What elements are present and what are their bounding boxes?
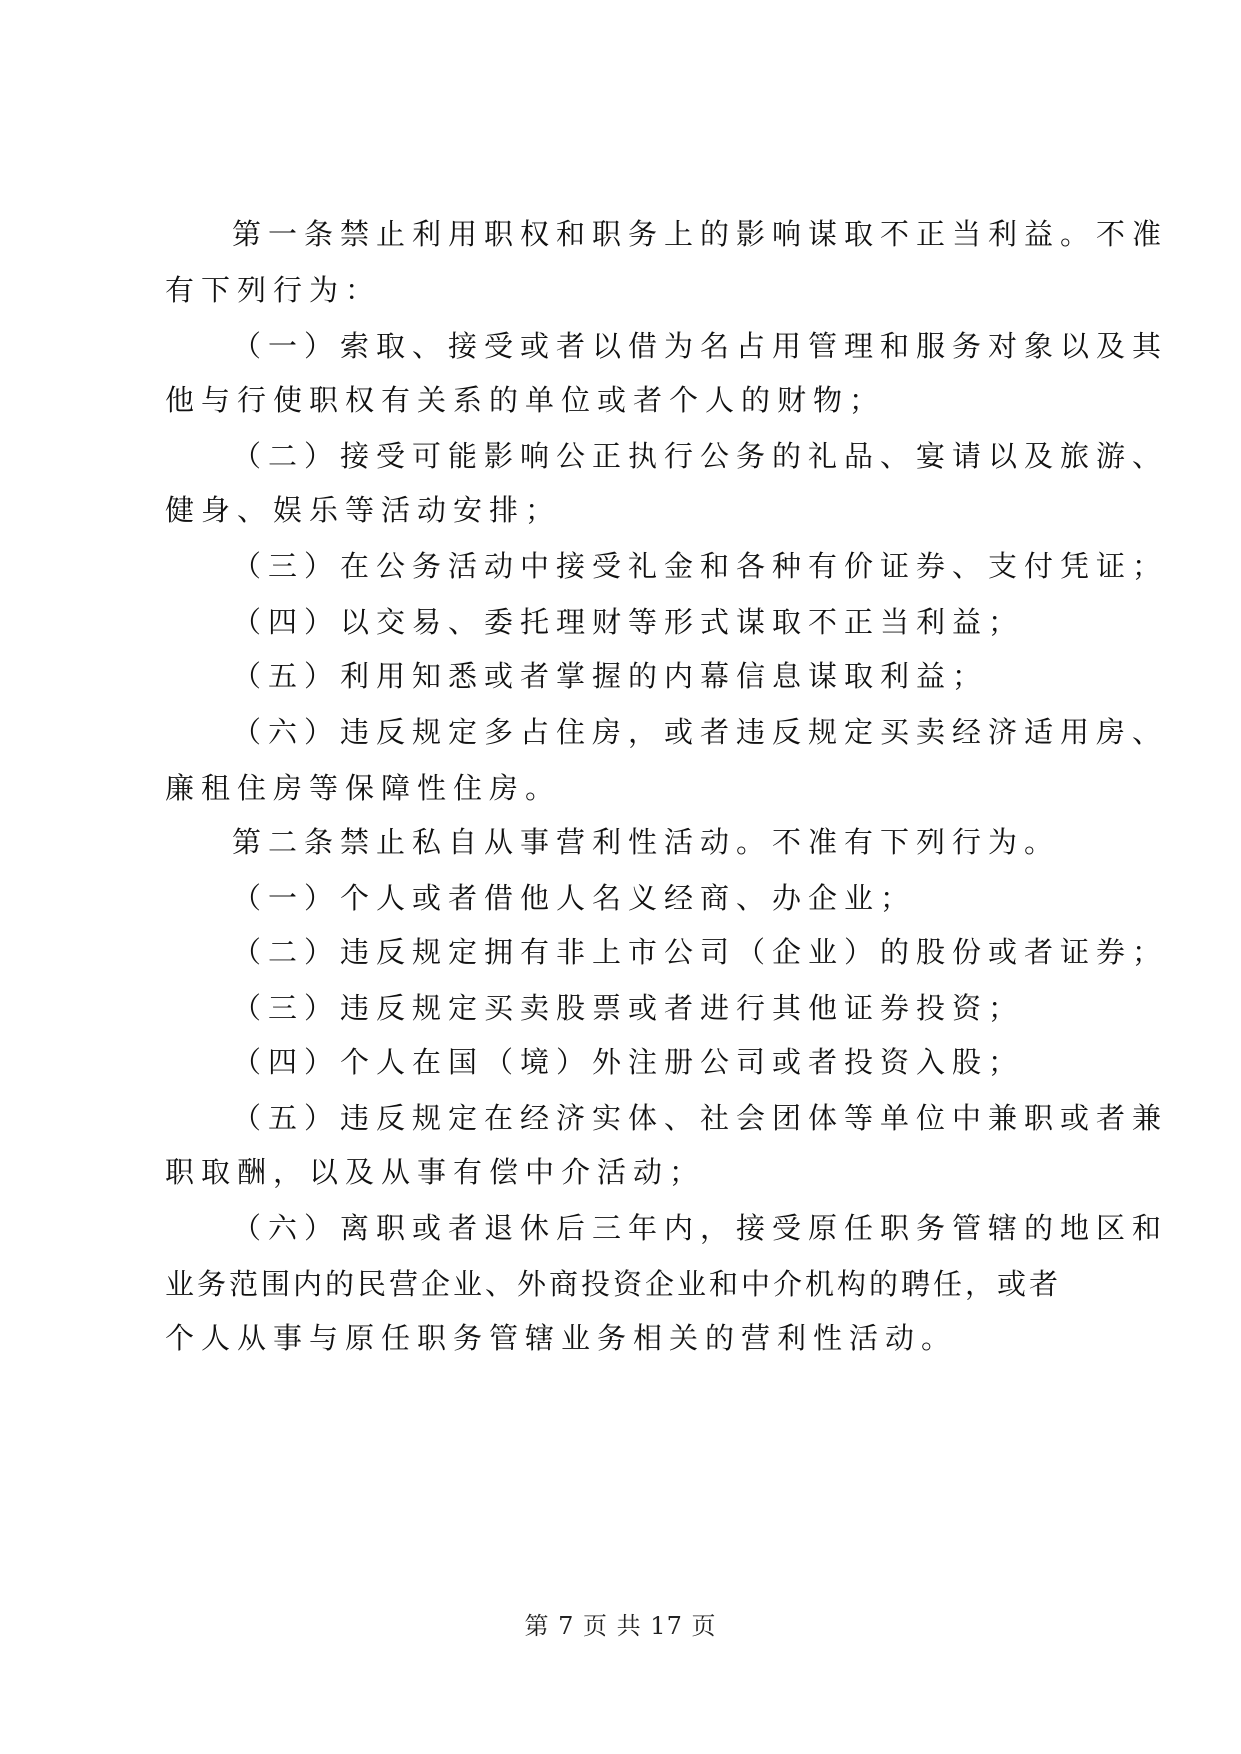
article-2-item-4: （四）个人在国（境）外注册公司或者投资入股； — [232, 1045, 1025, 1079]
article-1-item-4: （四）以交易、委托理财等形式谋取不正当利益； — [232, 605, 1025, 639]
article-2-heading: 第二条禁止私自从事营利性活动。不准有下列行为。 — [232, 825, 1061, 859]
article-1-item-3: （三）在公务活动中接受礼金和各种有价证券、支付凭证； — [232, 549, 1169, 583]
article-2-item-2: （二）违反规定拥有非上市公司（企业）的股份或者证券； — [232, 935, 1169, 969]
article-2-item-5-cont: 职取酬，以及从事有偿中介活动； — [165, 1155, 706, 1189]
article-2-item-6: （六）离职或者退休后三年内，接受原任职务管辖的地区和 — [232, 1211, 1169, 1245]
article-2-item-3: （三）违反规定买卖股票或者进行其他证券投资； — [232, 991, 1025, 1025]
article-1-item-1: （一）索取、接受或者以借为名占用管理和服务对象以及其 — [232, 329, 1169, 363]
article-2-item-6-cont-2: 个人从事与原任职务管辖业务相关的营利性活动。 — [165, 1321, 958, 1355]
article-2-item-6-cont-1: 业务范围内的民营企业、外商投资企业和中介机构的聘任，或者 — [165, 1267, 1062, 1301]
article-1-item-6: （六）违反规定多占住房，或者违反规定买卖经济适用房、 — [232, 715, 1169, 749]
page-number-footer: 第 7 页 共 17 页 — [524, 1612, 717, 1640]
article-1-heading-cont: 有下列行为： — [165, 273, 382, 307]
article-1-item-2: （二）接受可能影响公正执行公务的礼品、宴请以及旅游、 — [232, 439, 1169, 473]
article-1-item-2-cont: 健身、娱乐等活动安排； — [165, 493, 562, 527]
article-1-item-5: （五）利用知悉或者掌握的内幕信息谋取利益； — [232, 659, 989, 693]
article-1-heading: 第一条禁止利用职权和职务上的影响谋取不正当利益。不准 — [232, 217, 1169, 251]
article-2-item-1: （一）个人或者借他人名义经商、办企业； — [232, 881, 917, 915]
article-1-item-6-cont: 廉租住房等保障性住房。 — [165, 771, 562, 805]
article-1-item-1-cont: 他与行使职权有关系的单位或者个人的财物； — [165, 383, 886, 417]
article-2-item-5: （五）违反规定在经济实体、社会团体等单位中兼职或者兼 — [232, 1101, 1169, 1135]
